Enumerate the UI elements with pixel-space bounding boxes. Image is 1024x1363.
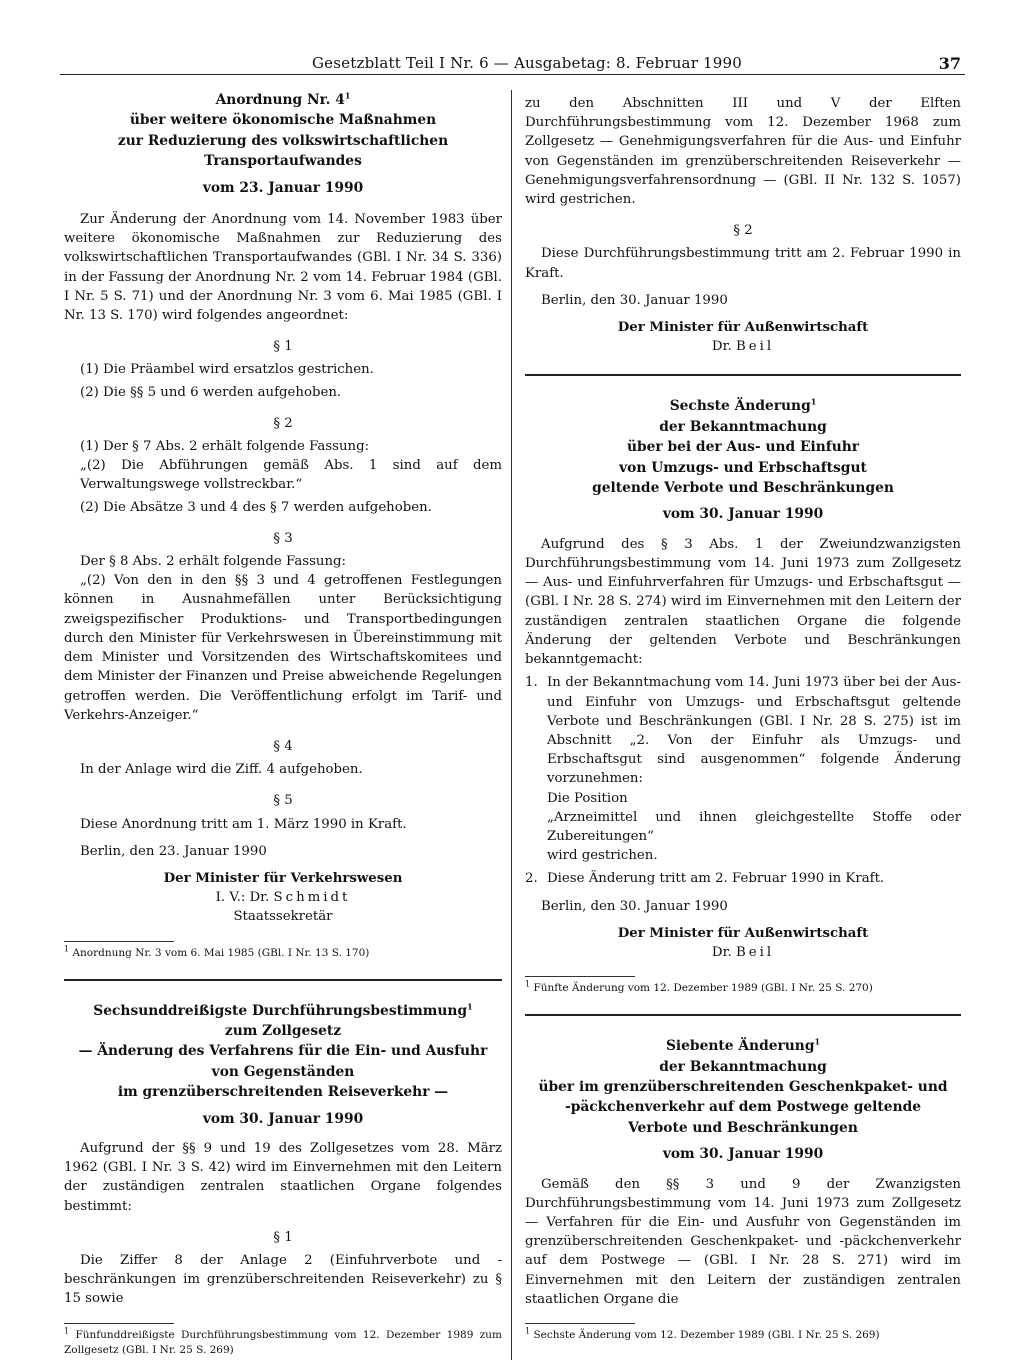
list-number: 1. [525, 675, 538, 691]
article-anordnung-4 [64, 90, 502, 961]
article-title: Siebente Änderung$^1$ [665, 1036, 821, 1055]
paragraph: zu den Abschnitten III und V der Elften Durchführungsbestimmung vom 12. Dezember 1968 zum Zollgesetz — Genehmigungsverfahren für die Aus- und Einfuhr von Gegenständen im grenzüberschreitenden Reiseverkehr — Genehmigungsverfahrensordnung — (GBl. II Nr. 132 S. 1057) wird gestrichen. [525, 96, 961, 208]
article-intro: Aufgrund der §§ 9 und 19 des Zollgesetzes vom 28. März 1962 (GBl. I Nr. 3 S. 42) wird im Einvernehmen mit den Leitern der zuständigen zentralen staatlichen Organe folgendes bestimmt: [64, 1140, 502, 1214]
footnote: $^1$ Fünfunddreißigste Durchführungsbestimmung vom 12. Dezember 1989 zum Zollgesetz (GBl. I Nr. 25 S. 269) [64, 1326, 502, 1356]
list-text: In der Bekanntmachung vom 14. Juni 1973 über bei der Aus- und Einfuhr von Umzugs- und Erbschaftsgut geltende Verbote und Beschränkungen (GBl. I Nr. 28 S. 275) ist im Abschnitt „2. Von der Einfuhr als Umzugs- und Erbschaftsgut sind ausgenommen“ folgende Änderung vorzunehmen: [547, 675, 961, 787]
article-title: im grenzüberschreitenden Reiseverkehr — [117, 1084, 449, 1101]
footnote: $^1$ Anordnung Nr. 3 vom 6. Mai 1985 (GBl. I Nr. 13 S. 170) [64, 944, 370, 959]
footnote-rule [525, 1323, 635, 1324]
signer-title: Der Minister für Verkehrswesen [163, 870, 403, 886]
article-date: vom 23. Januar 1990 [202, 179, 364, 196]
footnote-rule [64, 1323, 174, 1324]
signer-name: I. V.: Dr. Schmidt [215, 890, 351, 906]
paragraph: Die Ziffer 8 der Anlage 2 (Einfuhrverbote und -beschränkungen im grenzüberschreitenden Reiseverkehr) zu § 15 sowie [64, 1252, 502, 1307]
footnote-ref: 1 [344, 90, 351, 101]
signer-role: Staatssekretär [233, 909, 333, 925]
article-continuation [525, 94, 961, 356]
article-title: Transportaufwandes [204, 153, 362, 170]
article-36-durchfuehrungsbestimmung [64, 1001, 502, 1358]
paragraph: (1) Die Präambel wird ersatzlos gestrichen. [80, 362, 374, 378]
article-separator [525, 374, 961, 376]
place-date: Berlin, den 30. Januar 1990 [541, 292, 728, 308]
list-text: Diese Änderung tritt am 2. Februar 1990 in Kraft. [547, 871, 885, 887]
paragraph: (1) Der § 7 Abs. 2 erhält folgende Fassung: [80, 439, 370, 455]
article-title: über bei der Aus- und Einfuhr [626, 439, 860, 456]
place-date: Berlin, den 30. Januar 1990 [541, 898, 728, 914]
list-number: 2. [525, 871, 538, 887]
paragraph: Der § 8 Abs. 2 erhält folgende Fassung: [80, 554, 347, 570]
paragraph: (2) Die §§ 5 und 6 werden aufgehoben. [80, 384, 342, 400]
article-title: — Änderung des Verfahrens für die Ein- und Ausfuhr [78, 1043, 488, 1060]
section-heading: § 2 [733, 223, 753, 239]
paragraph: In der Anlage wird die Ziff. 4 aufgehoben. [80, 762, 363, 778]
paragraph: (2) Die Absätze 3 und 4 des § 7 werden aufgehoben. [80, 499, 432, 515]
place-date: Berlin, den 23. Januar 1990 [80, 843, 267, 859]
section-heading: § 1 [273, 1229, 293, 1245]
article-title: Sechsunddreißigste Durchführungsbestimmung$^1$ [93, 1000, 473, 1019]
page-header [60, 50, 965, 74]
article-title: geltende Verbote und Beschränkungen [592, 480, 894, 497]
article-title: von Umzugs- und Erbschaftsgut [619, 459, 867, 476]
footnote: $^1$ Sechste Änderung vom 12. Dezember 1989 (GBl. I Nr. 25 S. 269) [525, 1326, 880, 1341]
paragraph: Diese Durchführungsbestimmung tritt am 2. Februar 1990 in Kraft. [525, 246, 961, 281]
footnote-rule [525, 976, 635, 977]
list-item [525, 869, 961, 888]
paragraph: Diese Anordnung tritt am 1. März 1990 in Kraft. [80, 816, 407, 832]
footnote-rule [64, 941, 174, 942]
article-date: vom 30. Januar 1990 [662, 506, 824, 523]
signer-title: Der Minister für Außenwirtschaft [617, 320, 869, 336]
article-title: zur Reduzierung des volkswirtschaftlichen [117, 132, 449, 149]
section-heading: § 5 [273, 793, 293, 809]
article-title: -päckchenverkehr auf dem Postwege geltende [564, 1099, 922, 1116]
quoted-text: „(2) Von den in den §§ 3 und 4 getroffenen Festlegungen können in Ausnahmefällen unter Berücksichtigung zweigspezifischer Produktions- und Transportbedingungen durch den Minister für Verkehrswesen in Übereinstimmung mit dem Minister und Vorsitzenden des Wirtschaftskomitees und dem Minister der Finanzen und Preise abweichende Regelungen getroffen werden. Die Veröffentlichung erfolgt im Tarif- und Verkehrs-Anzeiger.“ [64, 573, 502, 723]
article-title: der Bekanntmachung [659, 418, 827, 435]
article-intro: Aufgrund des § 3 Abs. 1 der Zweiundzwanzigsten Durchführungsbestimmung vom 14. Juni 1973 zum Zollgesetz — Aus- und Einfuhrverfahren für Umzugs- und Erbschaftsgut — (GBl. I Nr. 28 S. 274) wird im Einvernehmen mit den Leitern der zuständigen zentralen staatlichen Organe die folgende Änderung der geltenden Verbote und Beschränkungen bekanntgemacht: [525, 536, 961, 668]
paragraph: wird gestrichen. [547, 848, 658, 864]
left-column [64, 90, 502, 1358]
article-title: über im grenzüberschreitenden Geschenkpaket- und [538, 1078, 948, 1095]
article-separator [64, 979, 502, 981]
article-title: der Bekanntmachung [659, 1058, 827, 1075]
header-rule [60, 74, 965, 75]
gazette-title: Gesetzblatt Teil I Nr. 6 — Ausgabetag: 8. Februar 1990 [312, 54, 743, 72]
signer-name: Dr. Beil [711, 339, 775, 355]
article-date: vom 30. Januar 1990 [202, 1110, 364, 1127]
article-title: Anordnung Nr. $4^1$ [215, 90, 351, 108]
quoted-text: „Arzneimittel und ihnen gleichgestellte Stoffe oder Zubereitungen“ [547, 809, 961, 844]
article-title: Verbote und Beschränkungen [628, 1119, 858, 1136]
article-separator [525, 1014, 961, 1016]
article-title: über weitere ökonomische Maßnahmen [129, 112, 437, 129]
article-intro: Gemäß den §§ 3 und 9 der Zwanzigsten Durchführungsbestimmung vom 14. Juni 1973 zum Zollgesetz — Verfahren für die Ein- und Ausfuhr von Gegenständen im grenzüberschreitenden Geschenkpaket- und -päckchenverkehr auf dem Postwege — (GBl. I Nr. 28 S. 271) wird im Einvernehmen mit den Leitern der zuständigen zentralen staatlichen Organe die [525, 1176, 961, 1307]
article-title: Sechste Änderung$^1$ [669, 396, 817, 415]
footnote-ref: 1 [467, 1000, 473, 1011]
footnote-ref: 1 [810, 396, 817, 407]
page-number: 37 [938, 54, 961, 73]
article-title: zum Zollgesetz [224, 1022, 342, 1039]
column-divider [511, 90, 512, 1360]
article-title: von Gegenständen [211, 1063, 355, 1080]
article-date: vom 30. Januar 1990 [662, 1146, 824, 1163]
signer-name: Dr. Beil [711, 944, 775, 960]
list-item [525, 673, 961, 788]
section-heading: § 2 [273, 415, 293, 431]
article-sechste-aenderung [525, 396, 961, 996]
footnote-ref: 1 [814, 1036, 821, 1047]
signer-title: Der Minister für Außenwirtschaft [617, 925, 869, 941]
section-heading: § 3 [273, 530, 293, 546]
right-column [525, 94, 961, 1343]
section-heading: § 4 [273, 738, 293, 754]
section-heading: § 1 [273, 339, 293, 355]
quoted-text: „(2) Die Abführungen gemäß Abs. 1 sind auf dem Verwaltungswege vollstreckbar.“ [80, 458, 502, 493]
article-intro: Zur Änderung der Anordnung vom 14. November 1983 über weitere ökonomische Maßnahmen zur Reduzierung des volkswirtschaftlichen Transportaufwandes (GBl. I Nr. 34 S. 336) in der Fassung der Anordnung Nr. 2 vom 14. Februar 1984 (GBl. I Nr. 5 S. 71) und der Anordnung Nr. 3 vom 6. Mai 1985 (GBl. I Nr. 13 S. 170) wird folgendes angeordnet: [64, 212, 502, 324]
article-siebente-aenderung [525, 1036, 961, 1343]
footnote: $^1$ Fünfte Änderung vom 12. Dezember 1989 (GBl. I Nr. 25 S. 270) [525, 979, 873, 995]
paragraph: Die Position [547, 790, 628, 806]
